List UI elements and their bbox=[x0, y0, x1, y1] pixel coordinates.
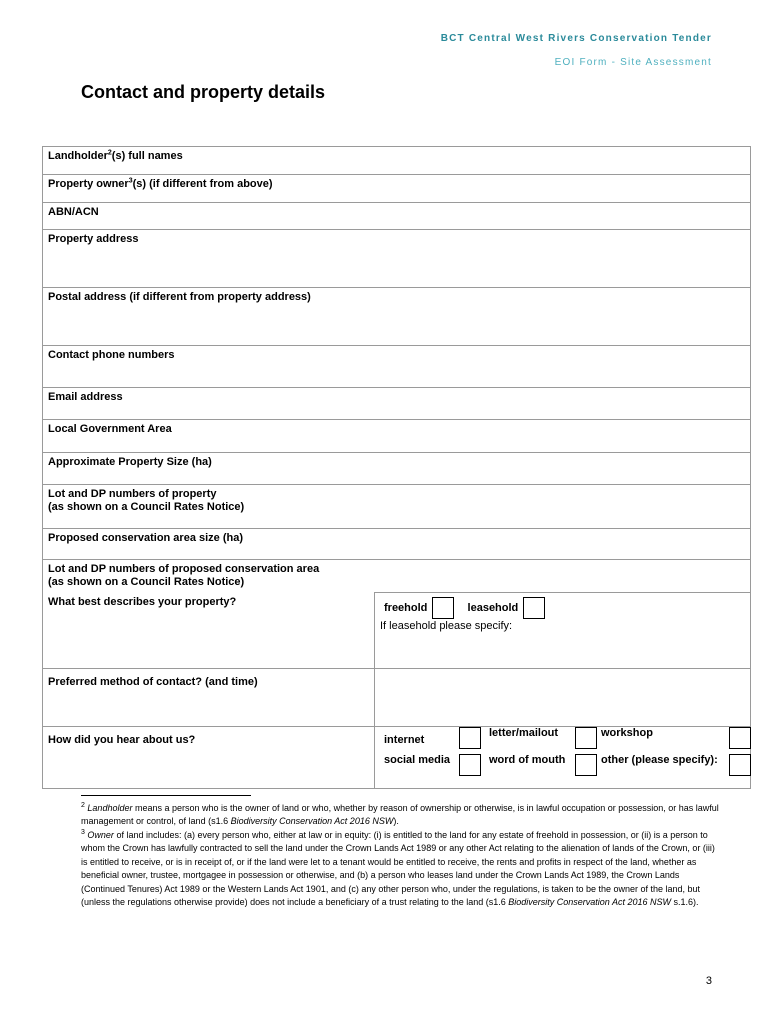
page-title: Contact and property details bbox=[81, 82, 326, 102]
contact-method-input[interactable] bbox=[375, 669, 751, 727]
other-label: other (please specify): bbox=[601, 754, 718, 766]
other-checkbox[interactable] bbox=[729, 754, 751, 776]
workshop-label: workshop bbox=[601, 727, 653, 739]
footnote-divider bbox=[81, 795, 251, 796]
letter-checkbox[interactable] bbox=[575, 727, 597, 749]
property-size-field[interactable]: Approximate Property Size (ha) bbox=[43, 453, 751, 485]
contact-details-table bbox=[42, 146, 751, 789]
hear-label: How did you hear about us? bbox=[43, 727, 375, 789]
lot-dp-field[interactable]: Lot and DP numbers of property (as shown on a Council Rates Notice) bbox=[43, 485, 751, 529]
leasehold-checkbox[interactable] bbox=[523, 597, 545, 619]
header-title: BCT Central West Rivers Conservation Tender bbox=[440, 33, 712, 44]
hear-options bbox=[375, 727, 751, 789]
word-label: word of mouth bbox=[489, 754, 566, 766]
abn-field[interactable]: ABN/ACN bbox=[43, 203, 751, 230]
footnote-2: $^2$ Landholder means a person who is the owner of land or who, whether by reason of ownership or otherwise, is in lawful occupation or possession, or has lawful management or control, of land (s1.6 Biodiversity Conservation Act 2016 NSW). bbox=[81, 802, 719, 827]
property-type-options bbox=[375, 593, 751, 669]
landholder-field[interactable]: Landholder$^2$(s) full names bbox=[43, 147, 751, 175]
property-type-label: What best describes your property? bbox=[43, 593, 375, 669]
phone-field[interactable]: Contact phone numbers bbox=[43, 346, 751, 388]
freehold-checkbox[interactable] bbox=[432, 597, 454, 619]
social-label: social media bbox=[384, 754, 451, 766]
conservation-lot-dp-field[interactable]: Lot and DP numbers of proposed conservation area (as shown on a Council Rates Notice) bbox=[43, 560, 751, 593]
conservation-size-field[interactable]: Proposed conservation area size (ha) bbox=[43, 529, 751, 560]
freehold-label: freehold bbox=[384, 601, 428, 614]
email-field[interactable]: Email address bbox=[43, 388, 751, 420]
lga-field[interactable]: Local Government Area bbox=[43, 420, 751, 453]
word-checkbox[interactable] bbox=[575, 754, 597, 776]
leasehold-specify[interactable]: If leasehold please specify: bbox=[380, 620, 513, 632]
leasehold-label: leasehold bbox=[467, 601, 519, 614]
internet-checkbox[interactable] bbox=[459, 727, 481, 749]
social-checkbox[interactable] bbox=[459, 754, 481, 776]
contact-method-label: Preferred method of contact? (and time) bbox=[43, 669, 375, 727]
header-subtitle: EOI Form - Site Assessment bbox=[554, 57, 712, 68]
property-owner-field[interactable]: Property owner$^3$(s) (if different from above) bbox=[43, 175, 751, 203]
letter-label: letter/mailout bbox=[489, 727, 559, 739]
workshop-checkbox[interactable] bbox=[729, 727, 751, 749]
postal-address-field[interactable]: Postal address (if different from property address) bbox=[43, 288, 751, 346]
internet-label: internet bbox=[384, 734, 425, 746]
page-number: 3 bbox=[705, 975, 712, 987]
property-address-field[interactable]: Property address bbox=[43, 230, 751, 288]
footnote-3: $^3$ Owner of land includes: (a) every person who, either at law or in equity: (i) is entitled to the land for any estate of freehold in possession, or (ii) is a person to whom the Crown has lawfully contracted to sell the land under the Crown Lands Act 1989 or any other Act relating to the alienation of lands of the Crown, or (iii) is entitled to receive, or is in receipt of, or if the land were let to a tenant would be entitled to receive, the rents and profits in respect of the land, whether as beneficial owner, trustee, mortgagee in possession or otherwise, and (b) a person who leases land under the Crown Lands Act 1989, the Crown Lands (Continued Tenures) Act 1989 or the Western Lands Act 1901, and (c) any other person who, under the regulations, is taken to be the owner of the land, but (unless the regulations otherwise provide) does not include a beneficiary of a trust relating to the land (s1.6 Biodiversity Conservation Act 2016 NSW s.1.6). bbox=[81, 829, 715, 908]
